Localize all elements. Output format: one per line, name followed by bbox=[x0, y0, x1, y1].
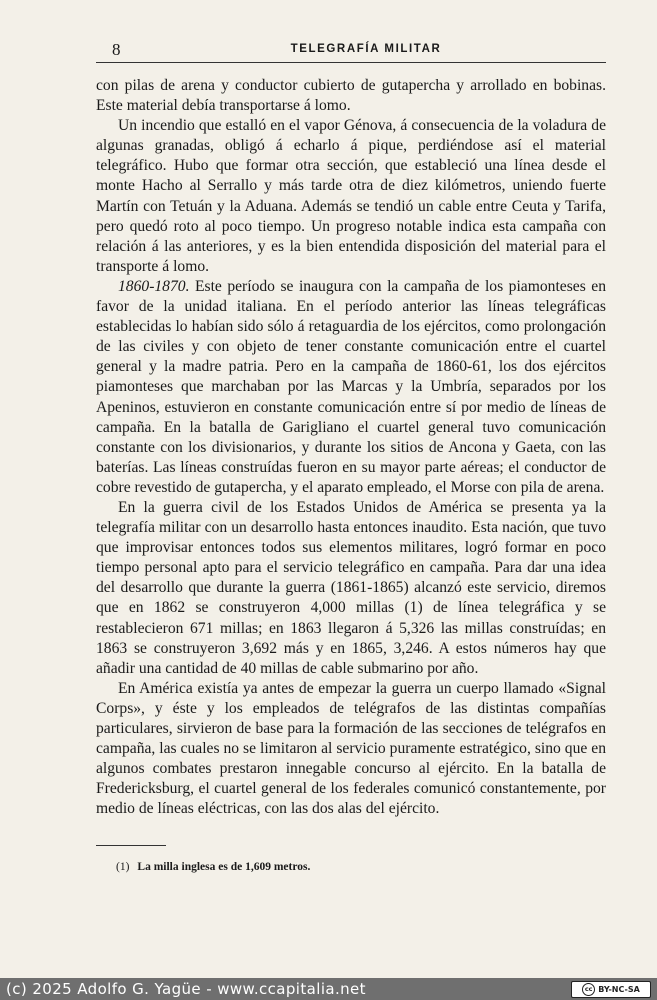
running-title: TELEGRAFÍA MILITAR bbox=[290, 43, 442, 55]
body-text bbox=[96, 76, 606, 819]
paragraph: con pilas de arena y conductor cubierto de gutapercha y arrollado en bobinas. Este material debía transportarse á lomo. bbox=[96, 77, 606, 115]
paragraph-text: Este período se inaugura con la campaña de los piamonteses en favor de la unidad italiana. En el período anterior las líneas telegráficas establecidas lo habían sido sólo á retaguardia de los ejércitos, como prolongación de las civiles y con objeto de tener constante comunicación entre el cuartel general y la madre patria. Pero en la campaña de 1860-61, los dos ejércitos piamonteses que marchaban por las Marcas y la Umbría, separados por los Apeninos, estuvieron en constante comunicación entre sí por medio de líneas de campaña. En la batalla de Garigliano el cuartel general tuvo comunicación constante con los divisionarios, y durante los sitios de Ancona y Gaeta, con las baterías. Las líneas construídas fueron en su mayor parte aéreas; el conductor de cobre revestido de gutapercha, y el aparato empleado, el Morse con pila de arena. bbox=[96, 277, 606, 496]
period-heading: 1860-1870. bbox=[118, 277, 190, 295]
header-divider bbox=[96, 62, 606, 63]
footnote bbox=[116, 861, 606, 873]
watermark-bar bbox=[0, 978, 657, 1000]
copyright-watermark: (c) 2025 Adolfo G. Yagüe - www.ccapitalia.net bbox=[6, 980, 366, 998]
footnote-text: La milla inglesa es de 1,609 metros. bbox=[137, 861, 311, 873]
paragraph: Un incendio que estalló en el vapor Génova, á consecuencia de la voladura de algunas granadas, obligó á echarlo á pique, perdiéndose así el material telegráfico. Hubo que formar otra sección, que estableció una línea desde el monte Hacho al Serrallo y más tarde otra de diez kilómetros, uniendo fuerte Martín con Tetuán y la Aduana. Además se tendió un cable entre Ceuta y Tarifa, pero quedó roto al poco tiempo. Un progreso notable indica esta campaña con relación á las anteriores, y es la bien entendida disposición del material para el transporte á lomo. bbox=[96, 117, 606, 275]
footnote-divider bbox=[96, 845, 166, 846]
license-label: BY-NC-SA bbox=[598, 985, 640, 994]
footnote-mark: (1) bbox=[116, 861, 130, 873]
cc-license-badge bbox=[571, 981, 651, 998]
paragraph: En la guerra civil de los Estados Unidos de América se presenta ya la telegrafía militar con un desarrollo hasta entonces inaudito. Esta nación, que tuvo que improvisar entonces todos sus elementos militares, logró formar en poco tiempo personal apto para el servicio telegráfico en campaña. Para dar una idea del desarrollo que durante la guerra (1861-1865) alcanzó este servicio, diremos que en 1862 se construyeron 4,000 millas (1) de línea telegráfica y se restablecieron 671 millas; en 1863 llegaron á 5,326 las millas construídas; en 1863 se construyeron 3,692 más y en 1865, 3,246. A estos números hay que añadir una cantidad de 40 millas de cable submarino por año. bbox=[96, 498, 606, 677]
paragraph: En América existía ya antes de empezar la guerra un cuerpo llamado «Signal Corps», y éste y los empleados de telégrafos de las distintas compañías particulares, sirvieron de base para la formación de las secciones de telégrafos en campaña, las cuales no se limitaron al servicio puramente estratégico, sino que en algunos combates prestaron innegable concurso al ejército. En la batalla de Fredericksburg, el cuartel general de los federales comunicó constantemente, por medio de líneas eléctricas, con las dos alas del ejército. bbox=[96, 679, 606, 818]
page-header bbox=[96, 40, 606, 60]
page-number: 8 bbox=[112, 40, 121, 59]
paragraph bbox=[96, 277, 606, 498]
cc-icon: cc bbox=[582, 983, 595, 996]
